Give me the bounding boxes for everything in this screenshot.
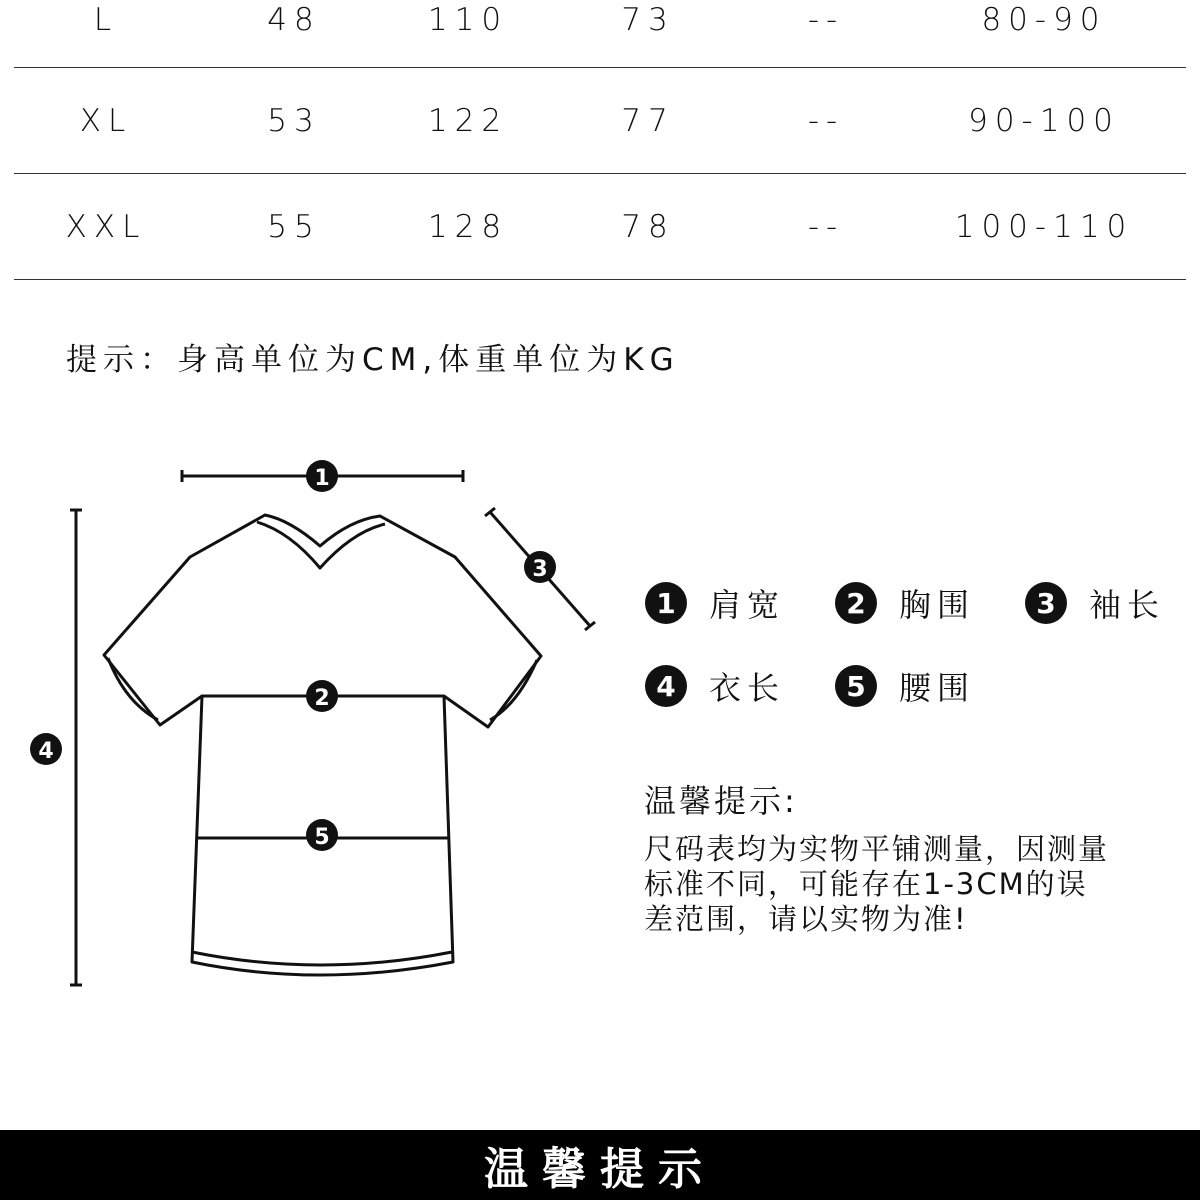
tips-line: 尺码表均为实物平铺测量，因测量 bbox=[644, 832, 1110, 866]
weight-cell: 80-90 bbox=[981, 2, 1107, 38]
footer-banner bbox=[0, 1130, 1200, 1200]
number-5-badge: 5 bbox=[835, 665, 877, 707]
number-4-badge: 4 bbox=[645, 665, 687, 707]
weight-cell: 100-110 bbox=[954, 208, 1134, 245]
length-cell: 77 bbox=[621, 102, 675, 139]
tips-body bbox=[644, 832, 1174, 937]
number-2-badge: 2 bbox=[835, 582, 877, 624]
tips-line: 差范围，请以实物为准! bbox=[644, 902, 968, 936]
waist-cell: -- bbox=[807, 2, 845, 38]
length-cell: 78 bbox=[621, 208, 675, 245]
legend-item-length bbox=[645, 663, 785, 709]
legend-item-chest bbox=[835, 580, 975, 626]
size-cell: XL bbox=[79, 102, 133, 139]
tshirt-measurement-diagram bbox=[0, 440, 620, 1000]
table-row bbox=[14, 174, 1186, 280]
marker-3-label: 3 bbox=[532, 557, 548, 582]
marker-5-label: 5 bbox=[314, 825, 330, 850]
table-row bbox=[14, 0, 1186, 68]
waist-cell: -- bbox=[807, 102, 845, 139]
marker-5 bbox=[306, 819, 338, 851]
legend-item-waist bbox=[835, 663, 975, 709]
legend-label: 胸围 bbox=[899, 586, 976, 624]
length-cell: 73 bbox=[621, 2, 675, 38]
legend-item-sleeve bbox=[1025, 580, 1165, 626]
marker-3 bbox=[524, 551, 556, 583]
size-table bbox=[14, 0, 1186, 280]
size-cell: XXL bbox=[65, 208, 147, 245]
marker-2-label: 2 bbox=[314, 686, 330, 711]
waist-cell: -- bbox=[807, 208, 845, 245]
marker-4 bbox=[30, 733, 62, 765]
number-1-badge: 1 bbox=[645, 582, 687, 624]
size-cell: L bbox=[93, 2, 119, 38]
legend-label: 衣长 bbox=[709, 669, 786, 707]
footer-title: 温馨提示 bbox=[484, 1144, 716, 1195]
chest-cell: 128 bbox=[427, 208, 509, 245]
marker-2 bbox=[306, 680, 338, 712]
marker-1-label: 1 bbox=[314, 466, 330, 491]
chest-cell: 122 bbox=[427, 102, 509, 139]
marker-4-label: 4 bbox=[38, 739, 54, 764]
legend-item-shoulder bbox=[645, 580, 785, 626]
weight-cell: 90-100 bbox=[968, 102, 1120, 139]
measurement-lines bbox=[70, 470, 595, 985]
tshirt-outline bbox=[104, 515, 541, 975]
table-row bbox=[14, 68, 1186, 174]
shoulder-cell: 55 bbox=[267, 208, 321, 245]
tips-title: 温馨提示: bbox=[644, 782, 798, 820]
shoulder-cell: 53 bbox=[267, 102, 321, 139]
chest-cell: 110 bbox=[427, 2, 509, 38]
legend-label: 肩宽 bbox=[709, 586, 786, 624]
legend-label: 腰围 bbox=[899, 669, 976, 707]
unit-note: 提示：身高单位为CM,体重单位为KG bbox=[66, 342, 680, 378]
number-3-badge: 3 bbox=[1025, 582, 1067, 624]
marker-1 bbox=[306, 460, 338, 492]
shoulder-cell: 48 bbox=[267, 2, 321, 38]
legend-label: 袖长 bbox=[1089, 586, 1166, 624]
tips-line: 标准不同，可能存在1-3CM的误 bbox=[644, 867, 1088, 901]
